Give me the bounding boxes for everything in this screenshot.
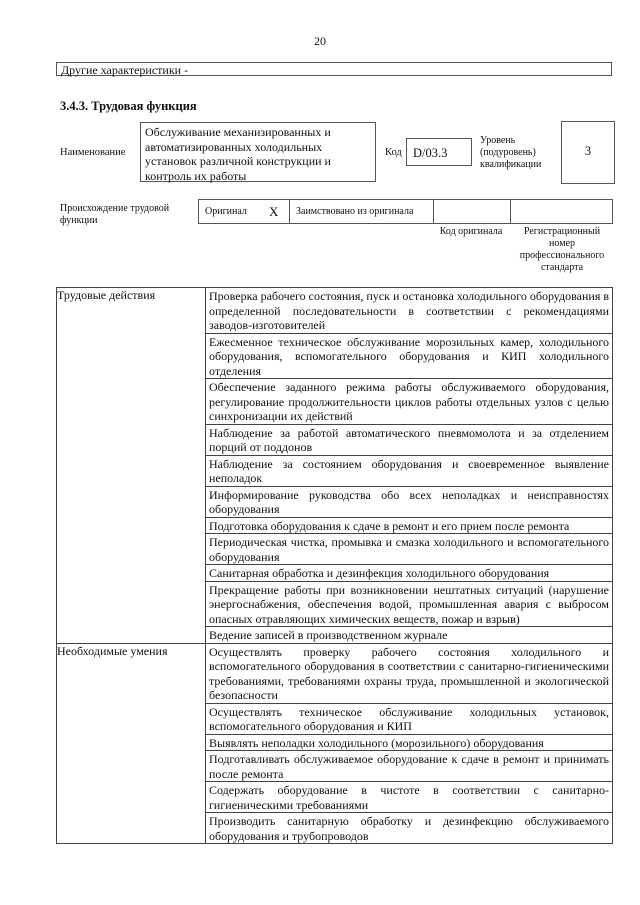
skill-item: Осуществлять техническое обслуживание холодильных установок, вспомогательного оборудования и КИП <box>206 704 612 735</box>
skill-item: Содержать оборудование в чистоте в соответствии с санитарно-гигиеническими требованиями <box>206 782 612 813</box>
function-table <box>56 287 613 844</box>
code-label: Код <box>385 147 402 158</box>
labor-action-item: Обеспечение заданного режима работы обслуживаемого оборудования, регулирование продолжительности циклов работы отдельных узлов с целью синхронизации их действий <box>206 379 612 425</box>
original-label: Оригинал <box>205 206 247 217</box>
skill-item: Осуществлять проверку рабочего состояния холодильного и вспомогательного оборудования в соответствии с санитарно-гигиеническими требованиями, требованиями охраны труда, промышленной и экологической безопасности <box>206 644 612 704</box>
code-box: D/03.3 <box>406 138 472 166</box>
reg-caption: Регистрационный номер профессионального стандарта <box>519 226 605 273</box>
labor-action-item: Санитарная обработка и дезинфекция холодильного оборудования <box>206 565 612 582</box>
labor-action-item: Подготовка оборудования к сдаче в ремонт и его прием после ремонта <box>206 518 612 535</box>
level-label: Уровень (подуровень) квалификации <box>480 135 542 170</box>
reg-number-cell <box>510 199 613 224</box>
skill-item: Подготавливать обслуживаемое оборудование к сдаче в ремонт и принимать после ремонта <box>206 751 612 782</box>
skills-row <box>57 643 613 844</box>
original-mark: X <box>269 204 279 219</box>
other-characteristics-row: Другие характеристики - <box>56 62 612 76</box>
labor-action-item: Ежесменное техническое обслуживание морозильных камер, холодильного оборудования, вспомогательного оборудования и КИП холодильного отделения <box>206 334 612 380</box>
function-name-box: Обслуживание механизированных и автоматизированных холодильных установок различной конструкции и контроль их работы <box>140 122 376 182</box>
name-label: Наименование <box>60 147 126 158</box>
skill-item: Выявлять неполадки холодильного (морозильного) оборудования <box>206 735 612 752</box>
original-cell <box>198 199 290 224</box>
labor-action-item: Ведение записей в производственном журнале <box>209 628 448 642</box>
labor-actions-row <box>57 288 613 644</box>
labor-action-item: Информирование руководства обо всех неполадках и неисправностях оборудования <box>206 487 612 518</box>
original-code-cell <box>433 199 511 224</box>
labor-action-item: Проверка рабочего состояния, пуск и остановка холодильного оборудования в определенной последовательности в соответствии с рекомендациями заводов-изготовителей <box>206 288 612 334</box>
skills-list <box>206 643 613 844</box>
borrowed-cell: Заимствовано из оригинала <box>289 199 434 224</box>
labor-action-item: Прекращение работы при возникновении нештатных ситуаций (нарушение энергоснабжения, обеспечения водой, промышленная авария с выбросом опасных отравляющих химических веществ, пожар и взрыв) <box>206 582 612 628</box>
labor-actions-label: Трудовые действия <box>57 288 206 644</box>
section-title: 3.4.3. Трудовая функция <box>60 99 197 113</box>
labor-action-item: Наблюдение за состоянием оборудования и своевременное выявление неполадок <box>206 456 612 487</box>
origin-label: Происхождение трудовой функции <box>60 203 170 226</box>
skill-item: Производить санитарную обработку и дезинфекцию обслуживаемого оборудования и трубопроводов <box>209 814 609 843</box>
labor-actions-list <box>206 288 613 644</box>
level-box: 3 <box>561 121 615 184</box>
skills-label: Необходимые умения <box>57 643 206 844</box>
labor-action-item: Периодическая чистка, промывка и смазка холодильного и вспомогательного оборудования <box>206 534 612 565</box>
page-number: 20 <box>314 34 326 48</box>
labor-action-item: Наблюдение за работой автоматического пневмомолота и за отделением порций от поддонов <box>206 425 612 456</box>
code-caption: Код оригинала <box>439 226 503 237</box>
